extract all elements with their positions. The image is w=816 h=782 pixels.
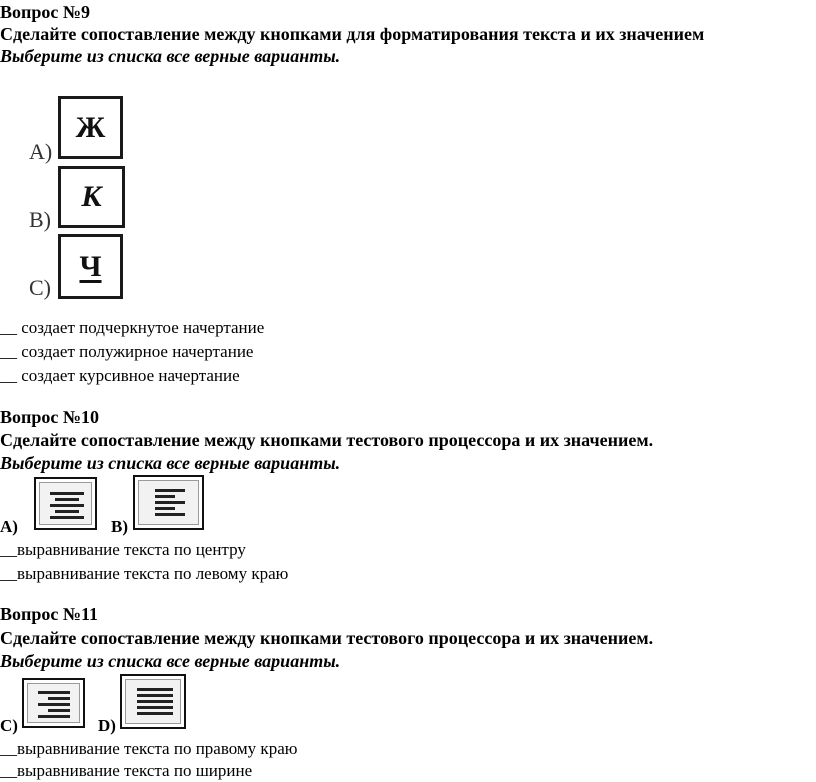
question-11-instruction: Выберите из списка все верные варианты. <box>0 651 341 671</box>
align-center-button[interactable] <box>34 477 97 530</box>
bold-button[interactable] <box>58 96 123 159</box>
question-11-title: Вопрос №11 <box>0 604 98 624</box>
align-right-icon <box>24 680 87 730</box>
q10-answer-2: __выравнивание текста по левому краю <box>0 564 289 583</box>
align-left-icon <box>135 477 206 532</box>
q11-answer-2: __выравнивание текста по ширине <box>0 761 253 780</box>
underline-button[interactable] <box>58 234 123 299</box>
underline-icon: Ч <box>79 249 102 283</box>
option-b-label-q10: В) <box>111 517 128 536</box>
question-11-prompt: Сделайте сопоставление между кнопками тестового процессора и их значением. <box>0 628 654 648</box>
align-right-button[interactable] <box>22 678 85 728</box>
option-d-label-q11: D) <box>98 716 116 735</box>
align-center-icon <box>36 479 99 532</box>
align-justify-button[interactable] <box>120 674 186 729</box>
q10-answer-1: __выравнивание текста по центру <box>0 540 246 559</box>
option-a-label-q10: А) <box>0 517 18 536</box>
question-9-instruction: Выберите из списка все верные варианты. <box>0 46 341 66</box>
q11-answer-1: __выравнивание текста по правому краю <box>0 739 298 758</box>
question-10-instruction: Выберите из списка все верные варианты. <box>0 453 341 473</box>
q9-answer-2: __ создает полужирное начертание <box>0 342 254 361</box>
option-c-label: С) <box>29 275 51 300</box>
option-c-label-q11: С) <box>0 716 18 735</box>
align-left-button[interactable] <box>133 475 204 530</box>
italic-icon: К <box>81 180 102 213</box>
q9-answer-1: __ создает подчеркнутое начертание <box>0 318 265 337</box>
q9-answer-3: __ создает курсивное начертание <box>0 366 240 385</box>
italic-button[interactable] <box>58 166 125 228</box>
option-a-label: А) <box>29 139 53 164</box>
question-9-prompt: Сделайте сопоставление между кнопками для форматирования текста и их значением <box>0 24 705 44</box>
option-b-label: В) <box>29 207 51 232</box>
align-justify-icon <box>122 676 188 731</box>
question-10-title: Вопрос №10 <box>0 407 99 427</box>
question-9-title: Вопрос №9 <box>0 2 90 22</box>
question-10-prompt: Сделайте сопоставление между кнопками тестового процессора и их значением. <box>0 430 654 450</box>
bold-icon: Ж <box>75 110 106 144</box>
